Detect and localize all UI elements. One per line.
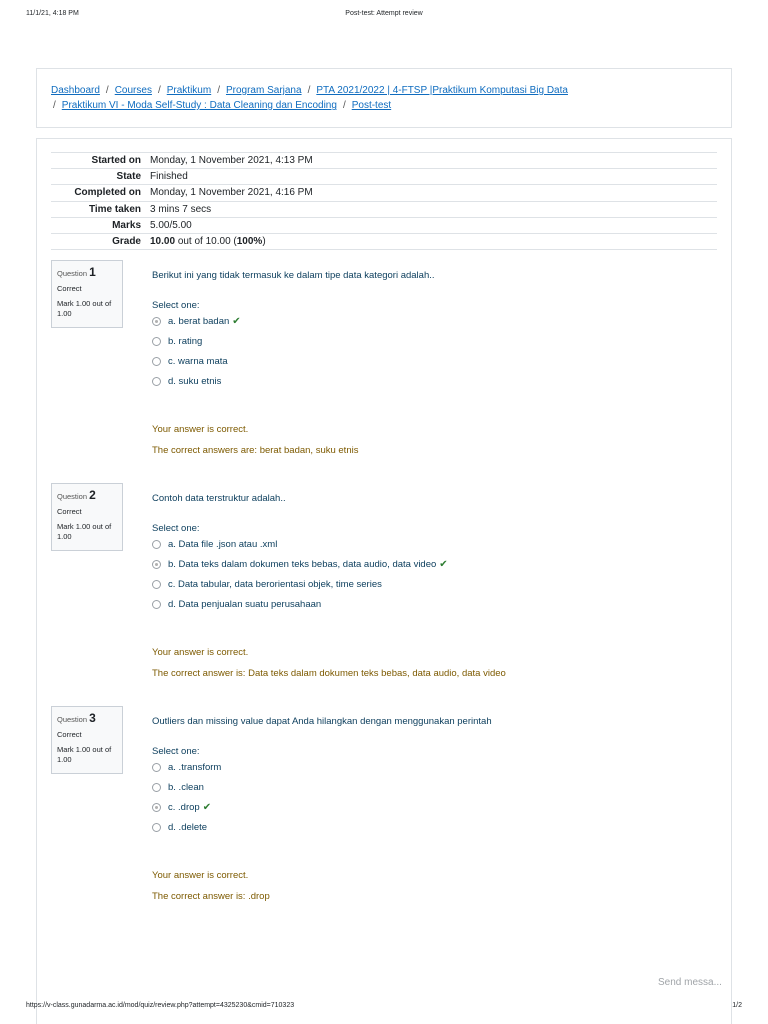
correct-check-icon: ✔ [232,315,241,327]
question-content-2 [152,493,722,679]
grade-percent: 100% [236,236,263,248]
question-label: Question [57,492,88,501]
answer-feedback: Your answer is correct. [152,424,249,435]
answer-option[interactable] [152,797,722,817]
question-number: 3 [89,711,96,725]
select-one-label: Select one: [152,746,200,757]
quiz-review-panel [36,138,732,1024]
radio-icon[interactable] [152,580,161,589]
radio-icon[interactable] [152,357,161,366]
correct-check-icon: ✔ [439,558,448,570]
answer-label: a. .transform [168,761,222,773]
answer-option[interactable] [152,534,722,554]
radio-icon[interactable] [152,783,161,792]
summary-label: Marks [112,219,141,231]
radio-icon[interactable] [152,377,161,386]
answer-label: d. .delete [168,821,208,833]
summary-value: Finished [150,171,188,183]
question-content-3 [152,716,722,902]
breadcrumb-separator: / [53,100,56,111]
print-url: https://v-class.gunadarma.ac.id/mod/quiz/review.php?attempt=4325230&cmid=710323 [26,1002,295,1009]
answer-option[interactable] [152,757,722,777]
answer-option[interactable] [152,351,722,371]
summary-label: State [116,171,141,183]
breadcrumb-module[interactable]: Praktikum VI - Moda Self-Study : Data Cleaning dan Encoding [61,100,337,111]
breadcrumb-row-1 [51,85,568,96]
grade-score: 10.00 [150,236,176,248]
question-state: Correct [57,730,82,740]
summary-label: Completed on [74,187,141,199]
question-number: 2 [89,488,96,502]
print-title: Post-test: Attempt review [345,10,423,17]
answer-label: c. .drop [168,801,200,813]
question-state: Correct [57,507,82,517]
answer-feedback: Your answer is correct. [152,647,249,658]
select-one-label: Select one: [152,523,200,534]
breadcrumb-separator: / [342,100,346,111]
print-timestamp: 11/1/21, 4:18 PM [26,10,79,17]
correct-answer-text: The correct answers are: berat badan, suku etnis [152,445,359,456]
answer-label: d. Data penjualan suatu perusahaan [168,598,322,610]
attempt-summary-table [51,152,717,250]
print-page-number: 1/2 [732,1002,742,1009]
summary-row [51,201,717,217]
breadcrumb-praktikum[interactable]: Praktikum [166,85,212,96]
answer-option[interactable] [152,817,722,837]
radio-icon[interactable] [152,763,161,772]
summary-value: 5.00/5.00 [150,219,192,231]
answer-feedback: Your answer is correct. [152,870,249,881]
answer-option[interactable] [152,594,722,614]
summary-row [51,169,717,185]
answer-option[interactable] [152,574,722,594]
question-mark: Mark 1.00 out of 1.00 [57,522,112,542]
answer-label: a. Data file .json atau .xml [168,538,278,550]
correct-answer-text: The correct answer is: Data teks dalam dokumen teks bebas, data audio, data video [152,668,506,679]
summary-value: 3 mins 7 secs [150,203,212,215]
print-header [0,10,768,22]
radio-checked-icon[interactable] [152,560,161,569]
question-text: Outliers dan missing value dapat Anda hilangkan dengan menggunakan perintah [152,716,492,727]
answer-label: c. warna mata [168,355,228,367]
answer-label: b. rating [168,335,203,347]
question-number: 1 [89,265,96,279]
answer-option[interactable] [152,371,722,391]
breadcrumb-separator: / [307,85,311,96]
breadcrumb-courses[interactable]: Courses [114,85,152,96]
question-mark: Mark 1.00 out of 1.00 [57,745,112,765]
correct-check-icon: ✔ [202,801,212,813]
breadcrumb-row-2 [51,100,391,111]
question-content-1 [152,270,722,456]
radio-checked-icon[interactable] [152,317,161,326]
summary-row [51,153,717,169]
question-text: Contoh data terstruktur adalah.. [152,493,286,504]
breadcrumb-separator: / [105,85,109,96]
summary-row [51,185,717,201]
question-info-3 [51,706,123,774]
correct-answer-text: The correct answer is: .drop [152,891,270,902]
breadcrumb-post-test[interactable]: Post-test [351,100,392,111]
answer-option[interactable] [152,777,722,797]
breadcrumb-course[interactable]: PTA 2021/2022 | 4-FTSP |Praktikum Komputasi Big Data [316,85,568,96]
question-info-2 [51,483,123,551]
answer-label: d. suku etnis [168,375,222,387]
summary-label: Started on [91,155,141,167]
grade-value [149,233,717,249]
send-message-button[interactable]: Send messa... [658,977,722,988]
grade-label: Grade [112,236,141,248]
radio-icon[interactable] [152,600,161,609]
summary-row-grade [51,233,717,249]
answer-label: a. berat badan [168,315,230,327]
question-text: Berikut ini yang tidak termasuk ke dalam tipe data kategori adalah.. [152,270,435,281]
radio-checked-icon[interactable] [152,803,161,812]
breadcrumb-separator: / [157,85,161,96]
summary-label: Time taken [88,203,141,215]
answer-label: b. .clean [168,781,204,793]
breadcrumb-dashboard[interactable]: Dashboard [51,85,100,96]
question-info-1 [51,260,123,328]
answer-option[interactable] [152,311,722,331]
radio-icon[interactable] [152,823,161,832]
question-label: Question [57,715,88,724]
breadcrumb-separator: / [217,85,220,96]
summary-value: Monday, 1 November 2021, 4:16 PM [150,187,313,199]
breadcrumb-program-sarjana[interactable]: Program Sarjana [225,85,302,96]
grade-close: ) [262,236,266,248]
select-one-label: Select one: [152,300,200,311]
answer-label: c. Data tabular, data berorientasi objek, time series [168,578,382,590]
radio-icon[interactable] [152,337,161,346]
question-label: Question [57,269,88,278]
summary-value: Monday, 1 November 2021, 4:13 PM [150,155,313,167]
answer-option[interactable] [152,554,722,574]
grade-out-of: out of 10.00 ( [177,236,237,248]
summary-row [51,217,717,233]
question-state: Correct [57,284,82,294]
breadcrumb [36,68,732,128]
answer-label: b. Data teks dalam dokumen teks bebas, data audio, data video [168,558,437,570]
answer-option[interactable] [152,331,722,351]
radio-icon[interactable] [152,540,161,549]
question-mark: Mark 1.00 out of 1.00 [57,299,112,319]
